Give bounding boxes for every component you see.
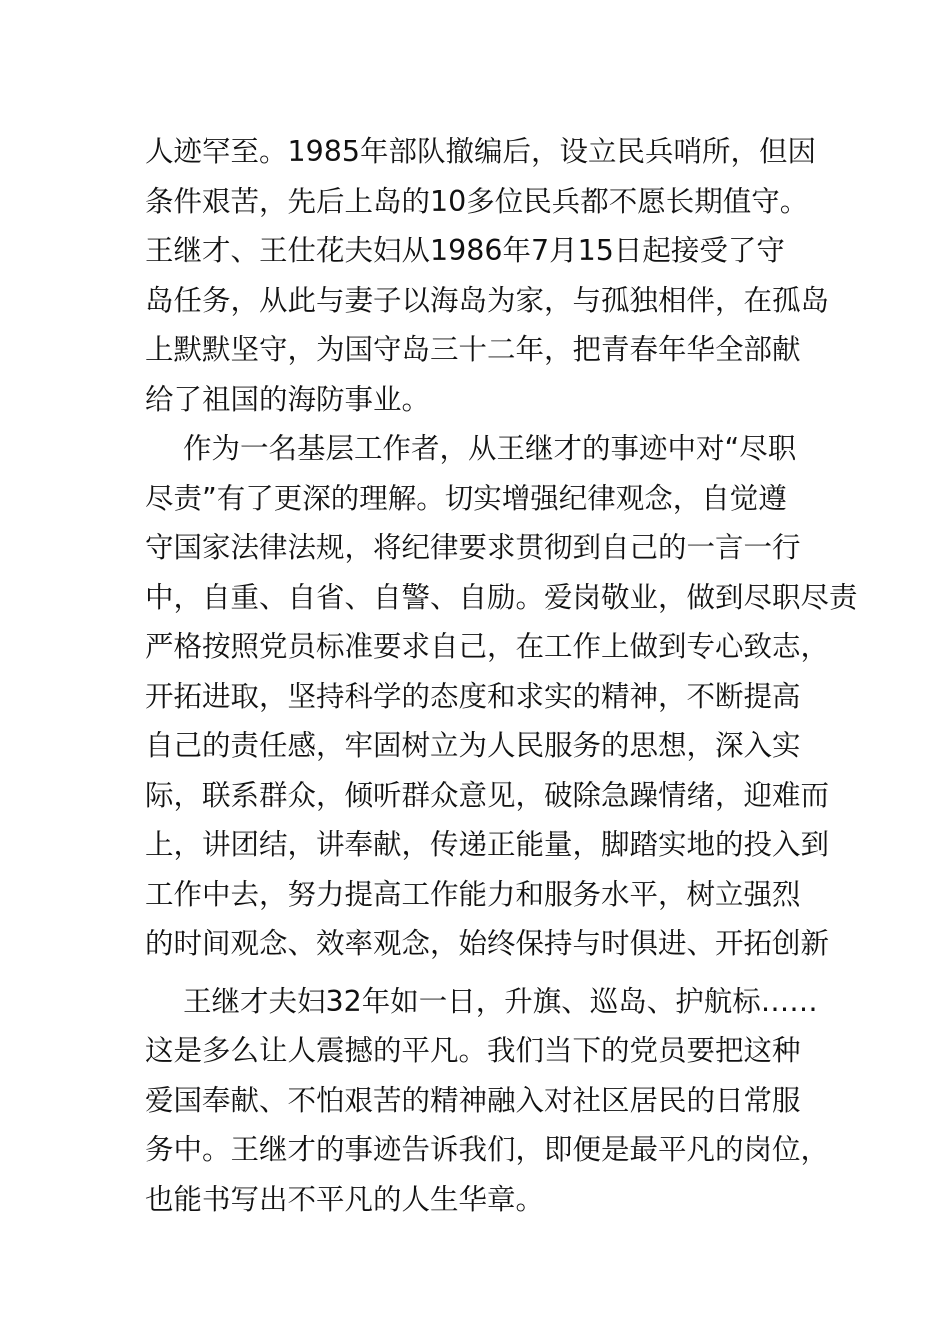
paragraph-first-line: 王继才夫妇32年如一日，升旗、巡岛、护航标……: [183, 984, 818, 1018]
paragraph-1: [145, 127, 830, 424]
paragraph-line: 王继才、王仕花夫妇从1986年7月15日起接受了守: [145, 234, 785, 267]
paragraph-line: 爱国奉献、不怕艰苦的精神融入对社区居民的日常服: [145, 1083, 801, 1117]
paragraph-line: 际，联系群众，倾听群众意见，破除急躁情绪，迎难而: [145, 778, 830, 812]
paragraph-line: 这是多么让人震撼的平凡。我们当下的党员要把这种: [145, 1034, 801, 1067]
paragraph-line: 自己的责任感，牢固树立为人民服务的思想，深入实: [145, 729, 801, 762]
paragraph-line: 务中。王继才的事迹告诉我们，即便是最平凡的岗位，: [145, 1133, 830, 1166]
paragraph-line: 给了祖国的海防事业。: [145, 382, 431, 416]
paragraph-line: 守国家法律法规，将纪律要求贯彻到自己的一言一行: [145, 531, 801, 564]
paragraph-line: 条件艰苦，先后上岛的10多位民兵都不愿长期值守。: [145, 184, 809, 218]
paragraph-line: 也能书写出不平凡的人生华章。: [145, 1182, 545, 1216]
paragraph-line: 岛任务，从此与妻子以海岛为家，与孤独相伴，在孤岛: [145, 283, 830, 317]
body-text: [145, 127, 858, 1224]
paragraph-line: 尽责”有了更深的理解。切实增强纪律观念，自觉遵: [145, 481, 787, 515]
paragraph-line: 上，讲团结，讲奉献，传递正能量，脚踏实地的投入到: [145, 828, 830, 861]
paragraph-2: [145, 424, 858, 969]
paragraph-line: 上默默坚守，为国守岛三十二年，把青春年华全部献: [145, 333, 801, 366]
paragraph-line: 工作中去，努力提高工作能力和服务水平，树立强烈: [145, 877, 801, 911]
paragraph-line: 的时间观念、效率观念，始终保持与时俱进、开拓创新: [145, 927, 830, 960]
paragraph-3: [145, 977, 830, 1225]
paragraph-first-line: 作为一名基层工作者，从王继才的事迹中对“尽职: [183, 432, 797, 465]
paragraph-line: 中，自重、自省、自警、自励。爱岗敬业，做到尽职尽责: [145, 580, 858, 614]
paragraph-line: 开拓进取，坚持科学的态度和求实的精神，不断提高: [145, 679, 801, 713]
paragraph-line: 严格按照党员标准要求自己，在工作上做到专心致志，: [145, 630, 830, 663]
paragraph-line: 人迹罕至。1985年部队撤编后，设立民兵哨所，但因: [145, 135, 817, 168]
